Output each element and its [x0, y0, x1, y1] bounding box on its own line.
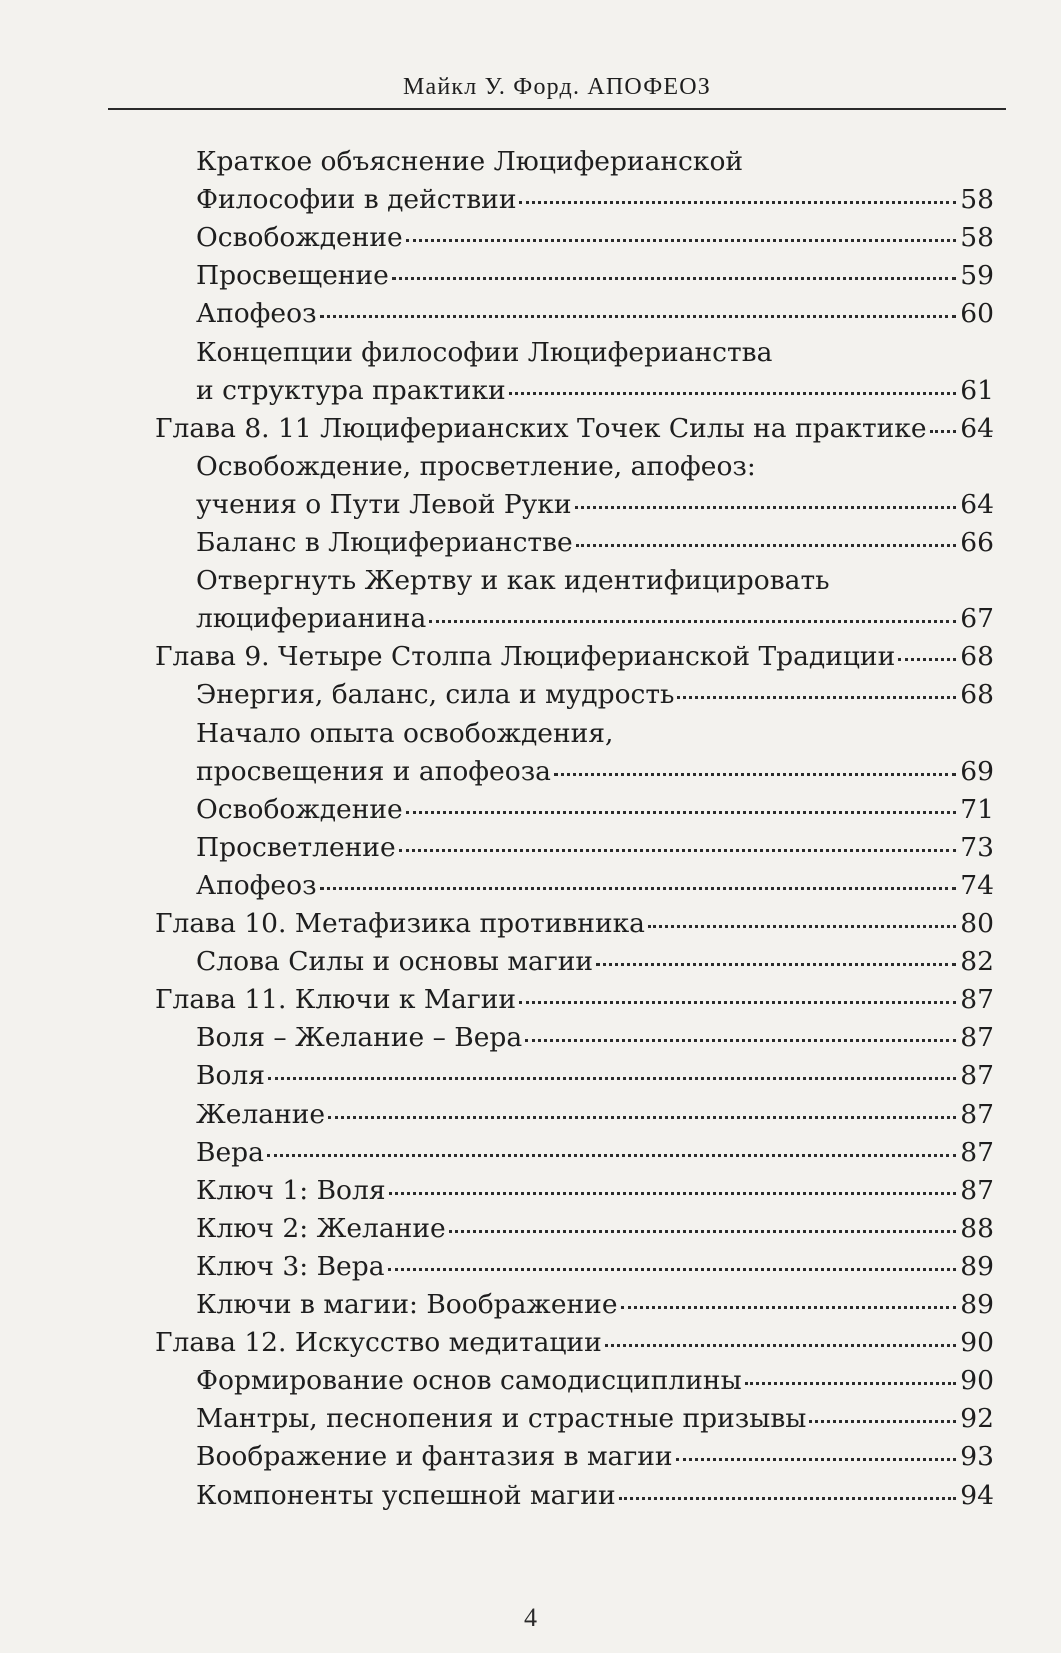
toc-entry-title: Глава 12. Искусство медитации: [155, 1327, 602, 1359]
toc-entry-title: Воля: [196, 1060, 265, 1092]
toc-entry-page-number: 87: [960, 1174, 994, 1206]
dot-leader: [621, 1306, 957, 1309]
toc-entry-page-number: 69: [960, 755, 994, 787]
dot-leader: [320, 315, 957, 318]
dot-leader: [509, 392, 957, 395]
toc-entry-title: Философии в действии: [196, 184, 517, 216]
toc-section-entry: [196, 1210, 994, 1248]
toc-section-entry: [196, 1286, 994, 1324]
toc-entry-page-number: 92: [960, 1403, 994, 1435]
toc-entry-title: Слова Силы и основы магии: [196, 946, 594, 978]
toc-section-entry: [196, 1134, 994, 1172]
dot-leader: [429, 620, 956, 623]
toc-entry-title: Освобождение: [196, 222, 403, 254]
dot-leader: [328, 1116, 956, 1119]
toc-entry-title: Апофеоз: [196, 298, 317, 330]
toc-section-entry: [196, 1019, 994, 1057]
toc-section-entry: [196, 867, 994, 905]
toc-section-entry: [196, 1057, 994, 1095]
dot-leader: [399, 849, 957, 852]
dot-leader: [392, 277, 956, 280]
dot-leader: [596, 963, 956, 966]
toc-section-entry: [196, 334, 994, 372]
toc-chapter-entry: [155, 1324, 994, 1362]
toc-entry-title: учения о Пути Левой Руки: [196, 488, 572, 520]
dot-leader: [519, 1001, 956, 1004]
toc-entry-title: Энергия, баланс, сила и мудрость: [196, 679, 675, 711]
toc-entry-page-number: 61: [960, 374, 994, 406]
dot-leader: [898, 658, 956, 661]
toc-entry-title: Апофеоз: [196, 869, 317, 901]
toc-section-entry: [196, 562, 994, 600]
dot-leader: [268, 1077, 956, 1080]
toc-entry-title: Концепции философии Люциферианства: [196, 336, 773, 368]
toc-entry-page-number: 73: [960, 831, 994, 863]
toc-section-entry: [196, 676, 994, 714]
toc-entry-page-number: 90: [960, 1327, 994, 1359]
running-head: Майкл У. Форд. АПОФЕОЗ: [402, 74, 712, 100]
toc-entry-page-number: 74: [960, 869, 994, 901]
toc-entry-page-number: 59: [960, 260, 994, 292]
dot-leader: [519, 201, 956, 204]
toc-section-entry: [196, 295, 994, 333]
toc-section-entry: [196, 524, 994, 562]
dot-leader: [575, 506, 957, 509]
toc-entry-title: просвещения и апофеоза: [196, 755, 551, 787]
toc-section-entry: [196, 1477, 994, 1515]
toc-entry-page-number: 60: [960, 298, 994, 330]
dot-leader: [677, 696, 956, 699]
dot-leader: [745, 1382, 957, 1385]
toc-entry-title: Освобождение: [196, 793, 403, 825]
dot-leader: [554, 773, 956, 776]
toc-chapter-entry: [155, 905, 994, 943]
toc-section-entry: [196, 257, 994, 295]
toc-section-entry: [196, 143, 994, 181]
toc-section-entry: [196, 1400, 994, 1438]
toc-entry-title: Желание: [196, 1098, 326, 1130]
toc-entry-title: Ключ 2: Желание: [196, 1212, 446, 1244]
toc-entry-title: Освобождение, просветление, апофеоз:: [196, 450, 756, 482]
toc-chapter-entry: [155, 638, 994, 676]
toc-entry-title: Просвещение: [196, 260, 389, 292]
toc-section-entry: [196, 219, 994, 257]
toc-entry-page-number: 68: [960, 641, 994, 673]
page-number: 4: [524, 1603, 537, 1632]
toc-section-entry: [196, 753, 994, 791]
dot-leader: [930, 430, 957, 433]
toc-entry-title: Глава 9. Четыре Столпа Люциферианской Традиции: [155, 641, 896, 673]
toc-entry-page-number: 80: [960, 908, 994, 939]
toc-entry-title: Ключи в магии: Воображение: [196, 1289, 618, 1320]
toc-entry-page-number: 94: [960, 1479, 994, 1511]
toc-entry-title: Ключ 3: Вера: [196, 1250, 385, 1282]
toc-entry-title: Глава 11. Ключи к Магии: [155, 984, 517, 1016]
toc-entry-page-number: 87: [960, 1060, 994, 1092]
toc-section-entry: [196, 943, 994, 981]
toc-entry-page-number: 87: [960, 984, 994, 1016]
toc-entry-title: Компоненты успешной магии: [196, 1479, 616, 1511]
toc-entry-page-number: 58: [960, 184, 994, 216]
toc-chapter-entry: [155, 981, 994, 1019]
toc-entry-page-number: 90: [960, 1365, 994, 1397]
toc-entry-page-number: 66: [960, 527, 994, 558]
dot-leader: [406, 239, 957, 242]
toc-entry-page-number: 67: [960, 603, 994, 635]
toc-entry-page-number: 82: [960, 946, 994, 978]
toc-entry-title: Начало опыта освобождения,: [196, 717, 614, 749]
toc-chapter-entry: [155, 410, 994, 448]
toc-entry-page-number: 64: [960, 412, 994, 444]
toc-entry-page-number: 64: [960, 488, 994, 520]
toc-entry-page-number: 89: [960, 1250, 994, 1282]
toc-entry-page-number: 93: [960, 1441, 994, 1473]
dot-leader: [809, 1420, 956, 1423]
toc-section-entry: [196, 1438, 994, 1476]
dot-leader: [648, 925, 956, 928]
toc-entry-title: Просветление: [196, 831, 396, 863]
dot-leader: [525, 1039, 956, 1042]
toc-section-entry: [196, 600, 994, 638]
toc-entry-title: Воля – Желание – Вера: [196, 1022, 523, 1054]
header-rule: [108, 108, 1006, 110]
toc-entry-title: Баланс в Люциферианстве: [196, 527, 573, 558]
toc-section-entry: [196, 448, 994, 486]
toc-section-entry: [196, 1172, 994, 1210]
toc-section-entry: [196, 1362, 994, 1400]
toc-section-entry: [196, 1248, 994, 1286]
toc-entry-title: Отвергнуть Жертву и как идентифицировать: [196, 565, 830, 597]
dot-leader: [676, 1458, 957, 1461]
toc-entry-page-number: 88: [960, 1212, 994, 1244]
toc-section-entry: [196, 372, 994, 410]
dot-leader: [267, 1154, 956, 1157]
toc-entry-page-number: 87: [960, 1136, 994, 1168]
toc-entry-title: Краткое объяснение Люциферианской: [196, 146, 744, 177]
dot-leader: [388, 1268, 957, 1271]
dot-leader: [320, 887, 957, 890]
toc-entry-title: Мантры, песнопения и страстные призывы: [196, 1403, 807, 1435]
toc-entry-page-number: 71: [960, 793, 994, 825]
toc-entry-title: Глава 8. 11 Люциферианских Точек Силы на практике: [155, 412, 927, 444]
toc-section-entry: [196, 1096, 994, 1134]
toc-section-entry: [196, 486, 994, 524]
dot-leader: [449, 1230, 957, 1233]
toc-section-entry: [196, 715, 994, 753]
toc-section-entry: [196, 791, 994, 829]
toc-entry-title: Воображение и фантазия в магии: [196, 1441, 673, 1473]
dot-leader: [605, 1344, 957, 1347]
dot-leader: [389, 1192, 957, 1195]
toc-section-entry: [196, 181, 994, 219]
toc-entry-title: Глава 10. Метафизика противника: [155, 908, 645, 939]
toc-entry-page-number: 87: [960, 1098, 994, 1130]
toc-entry-title: люциферианина: [196, 603, 427, 635]
toc-entry-title: Ключ 1: Воля: [196, 1174, 386, 1206]
toc-entry-page-number: 58: [960, 222, 994, 254]
toc-entry-page-number: 89: [960, 1289, 994, 1320]
toc-entry-title: и структура практики: [196, 374, 506, 406]
dot-leader: [406, 811, 957, 814]
toc-entry-title: Формирование основ самодисциплины: [196, 1365, 742, 1397]
toc-entry-page-number: 87: [960, 1022, 994, 1054]
dot-leader: [576, 544, 957, 547]
toc-section-entry: [196, 829, 994, 867]
toc-entry-page-number: 68: [960, 679, 994, 711]
dot-leader: [619, 1497, 957, 1500]
toc-entry-title: Вера: [196, 1136, 264, 1168]
